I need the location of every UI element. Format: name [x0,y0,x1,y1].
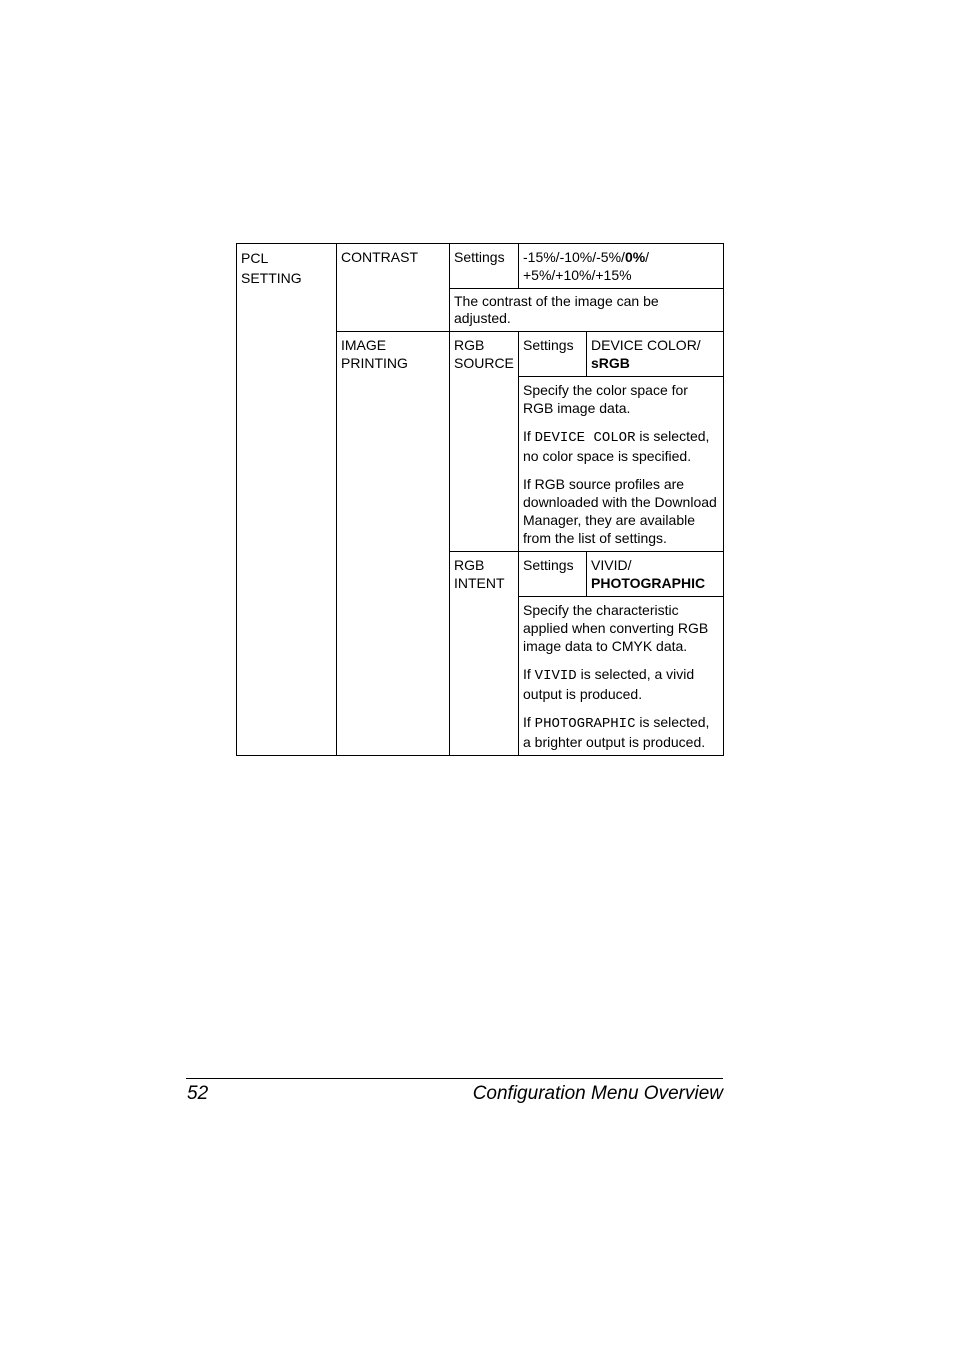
menu-image-printing: IMAGE PRINTING [337,332,450,756]
rgb-source-default-value: sRGB [591,355,630,371]
contrast-settings-label: Settings [450,244,519,289]
desc-code-photographic: PHOTOGRAPHIC [534,716,636,732]
contrast-options-line2: +5%/+10%/+15% [523,267,632,283]
rgb-intent-description [519,597,724,756]
desc-text: is selected, no color space is specified. [523,428,710,464]
menu-rgb-source: RGB SOURCE [450,332,519,552]
footer-rule [186,1078,723,1079]
desc-text: If [523,666,535,682]
menu-rgb-intent: RGB INTENT [450,552,519,756]
rgb-source-desc-paragraph-1: Specify the color space for RGB image data. [523,382,688,416]
rgb-intent-settings-values [587,552,724,597]
contrast-description: The contrast of the image can be adjusted. [450,289,724,332]
rgb-source-desc-paragraph-2 [523,427,719,465]
rgb-source-description [519,377,724,552]
contrast-options-line1-end: / [645,249,650,265]
desc-code-device-color: DEVICE COLOR [534,430,636,446]
rgb-intent-desc-paragraph-1: Specify the characteristic applied when converting RGB image data to CMYK data. [523,602,709,654]
contrast-settings-values [519,244,724,289]
footer-title: Configuration Menu Overview [472,1083,723,1104]
desc-text: If [523,428,535,444]
desc-text: is selected, a brighter output is produced. [523,714,710,750]
desc-text: If [523,714,535,730]
rgb-intent-default-value: PHOTOGRAPHIC [591,575,706,591]
rgb-intent-desc-paragraph-2 [523,665,719,703]
rgb-intent-desc-paragraph-3 [523,713,719,751]
contrast-options-line1: -15%/-10%/-5%/ [523,249,625,265]
rgb-source-settings-label: Settings [519,332,587,377]
rgb-intent-options-line1: VIVID/ [591,557,632,573]
rgb-source-options-line1: DEVICE COLOR/ [591,337,701,353]
rgb-intent-settings-label: Settings [519,552,587,597]
menu-contrast: CONTRAST [337,244,450,332]
rgb-source-settings-values [587,332,724,377]
desc-code-vivid: VIVID [534,668,577,684]
table-row-contrast-settings [237,244,724,289]
rgb-source-desc-paragraph-3: If RGB source profiles are downloaded with the Download Manager, they are available from the list of settings. [523,476,717,546]
configuration-menu-table [236,243,724,756]
contrast-default-value: 0% [624,249,646,265]
page-number: 52 [187,1083,209,1104]
desc-text: is selected, a vivid output is produced. [523,666,695,702]
menu-pcl-setting: PCL SETTING [237,244,337,756]
